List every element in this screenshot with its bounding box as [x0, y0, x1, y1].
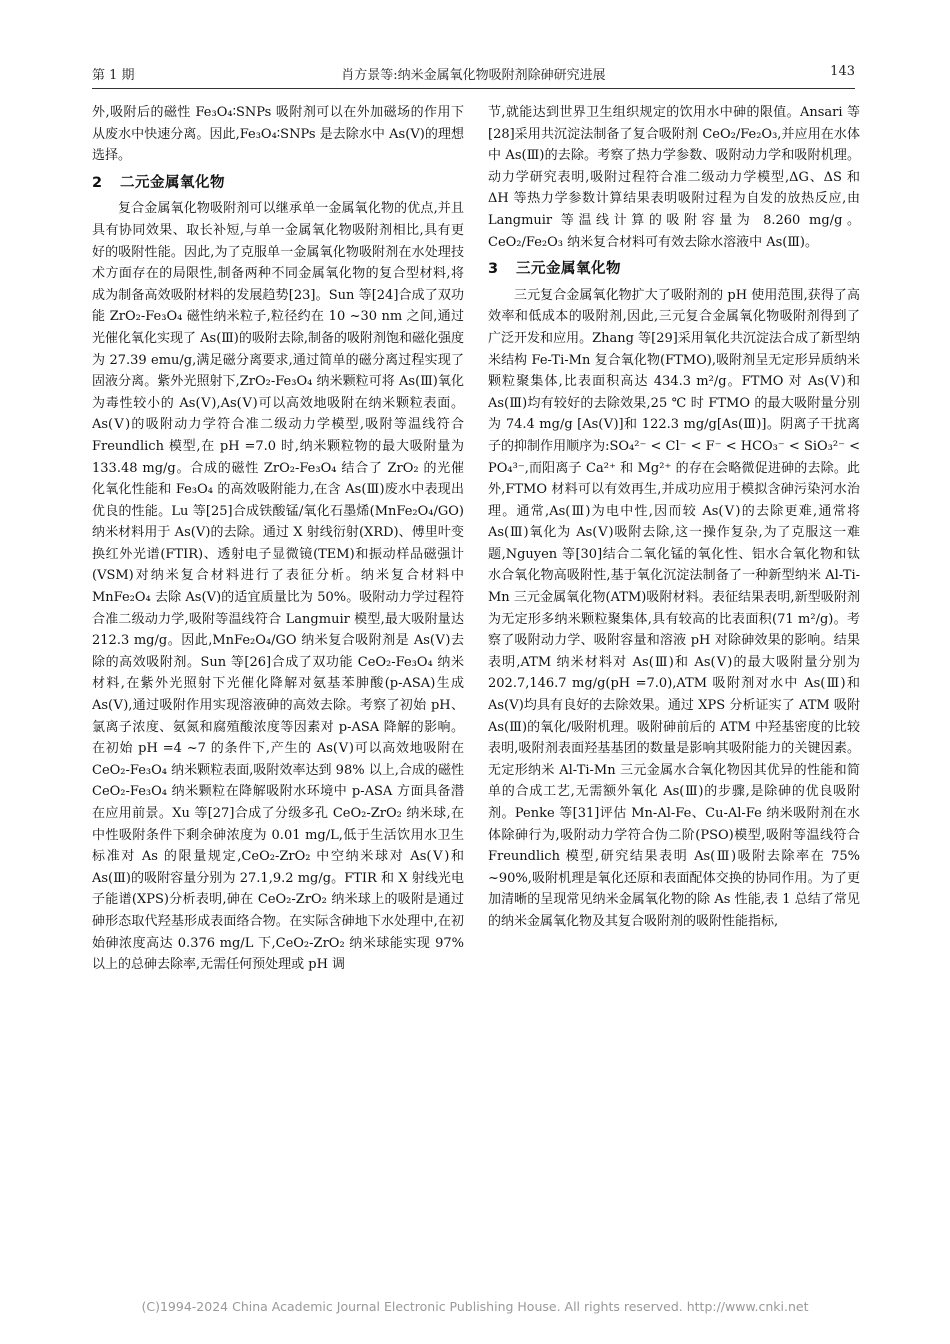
section-2-paragraph: 复合金属氧化物吸附剂可以继承单一金属氧化物的优点,并且具有协同效果、取长补短,与单一金属氧化物吸附剂相比,具有更好的吸附性能。因此,为了克服单一金属氧化物吸附剂在水处理技术方面存在的局限性,制备两种不同金属氧化物的复合型材料,将成为制备高效吸附材料的发展趋势[23]。Sun 等[24]合成了双功能 ZrO₂-Fe₃O₄ 磁性纳米粒子,粒径约在 10 ~30 nm 之间,通过光催化氧化实现了 As(Ⅲ)的吸附去除,制备的吸附剂饱和磁化强度为 27.39 emu/g,满足磁分离要求,通过简单的磁分离过程实现了固液分离。紫外光照射下,ZrO₂-Fe₃O₄ 纳米颗粒可将 As(Ⅲ)氧化为毒性较小的 As(Ⅴ),As(Ⅴ)可以高效地吸附在纳米颗粒表面。As(Ⅴ)的吸附动力学符合准二级动力学模型,吸附等温线符合 Freundlich 模型,在 pH =7.0 时,纳米颗粒物的最大吸附量为 133.48 mg/g。合成的磁性 ZrO₂-Fe₃O₄ 结合了 ZrO₂ 的光催化氧化性能和 Fe₃O₄ 的高效吸附能力,在含 As(Ⅲ)废水中表现出优良的性能。Lu 等[25]合成铁酸锰/氧化石墨烯(MnFe₂O₄/GO)纳米材料用于 As(Ⅴ)的去除。通过 X 射线衍射(XRD)、傅里叶变换红外光谱(FTIR)、透射电子显微镜(TEM)和振动样品磁强计(VSM)对纳米复合材料进行了表征分析。纳米复合材料中 MnFe₂O₄ 去除 As(Ⅴ)的适宜质量比为 50%。吸附动力学过程符合准二级动力学,吸附等温线符合 Langmuir 模型,最大吸附量达 212.3 mg/g。因此,MnFe₂O₄/GO 纳米复合吸附剂是 As(Ⅴ)去除的高效吸附剂。Sun 等[26]合成了双功能 CeO₂-Fe₃O₄ 纳米材料,在紫外光照射下光催化降解对氨基苯胂酸(p-ASA)生成 As(Ⅴ),通过吸附作用实现溶液砷的高效去除。考察了初始 pH、氯离子浓度、氨氮和腐殖酸浓度等因素对 p-ASA 降解的影响。在初始 pH =4 ~7 的条件下,产生的 As(Ⅴ)可以高效地吸附在 CeO₂-Fe₃O₄ 纳米颗粒表面,吸附效率达到 98% 以上,合成的磁性 CeO₂-Fe₃O₄ 纳米颗粒在降解吸附水环境中 p-ASA 方面具备潜在应用前景。Xu 等[27]合成了分级多孔 CeO₂-ZrO₂ 纳米球,在中性吸附条件下剩余砷浓度为 0.01 mg/L,低于生活饮用水卫生标准对 As 的限量规定,CeO₂-ZrO₂ 中空纳米球对 As(Ⅴ)和 As(Ⅲ)的吸附容量分别为 27.1,9.2 mg/g。FTIR 和 X 射线光电子能谱(XPS)分析表明,砷在 CeO₂-ZrO₂ 纳米球上的吸附是通过砷形态取代羟基形成表面络合物。在实际含砷地下水处理中,在初始砷浓度高达 0.376 mg/L 下,CeO₂-ZrO₂ 纳米球能实现 97% 以上的总砷去除率,无需任何预处理或 pH 调 — [92, 201, 464, 973]
page-number: 143 — [830, 64, 855, 79]
continued-paragraph: 节,就能达到世界卫生组织规定的饮用水中砷的限值。Ansari 等[28]采用共沉淀法制备了复合吸附剂 CeO₂/Fe₂O₃,并应用在水体中 As(Ⅲ)的去除。考察了热力学参数、吸附动力学和吸附机理。动力学研究表明,吸附过程符合准二级动力学模型,ΔG、ΔS 和 ΔH 等热力学参数计算结果表明吸附过程为自发的放热反应,由 Langmuir 等温线计算的吸附容量为 8.260 mg/g。CeO₂/Fe₂O₃ 纳米复合材料可有效去除水溶液中 As(Ⅲ)。 — [488, 105, 860, 250]
issue-number: 第 1 期 — [92, 68, 135, 83]
section-2-title: 二元金属氧化物 — [120, 174, 225, 191]
right-column — [488, 102, 860, 1294]
running-header — [92, 62, 855, 86]
section-3-number: 3 — [488, 261, 499, 278]
section-3-paragraph: 三元复合金属氧化物扩大了吸附剂的 pH 使用范围,获得了高效率和低成本的吸附剂,因此,三元复合金属氧化物吸附剂得到了广泛开发和应用。Zhang 等[29]采用氧化共沉淀法合成了新型纳米结构 Fe-Ti-Mn 复合氧化物(FTMO),吸附剂呈无定形异质纳米颗粒聚集体,比表面积高达 434.3 m²/g。FTMO 对 As(Ⅴ)和 As(Ⅲ)均有较好的去除效果,25 ℃ 时 FTMO 的最大吸附量分别为 74.4 mg/g [As(Ⅴ)]和 122.3 mg/g[As(Ⅲ)]。阴离子干扰离子的抑制作用顺序为:SO₄²⁻ < Cl⁻ < F⁻ < HCO₃⁻ < SiO₃²⁻ < PO₄³⁻,而阳离子 Ca²⁺ 和 Mg²⁺ 的存在会略微促进砷的去除。此外,FTMO 材料可以有效再生,并成功应用于模拟含砷污染河水治理。通常,As(Ⅲ)为电中性,因而较 As(Ⅴ)的去除更难,通常将 As(Ⅲ)氧化为 As(Ⅴ)吸附去除,这一操作复杂,为了克服这一难题,Nguyen 等[30]结合二氧化锰的氧化性、铝水合氧化物和钛水合氧化物高吸附性,基于氧化沉淀法制备了一种新型纳米 Al-Ti-Mn 三元金属氧化物(ATM)吸附材料。表征结果表明,新型吸附剂为无定形多纳米颗粒聚集体,具有较高的比表面积(71 m²/g)。考察了吸附动力学、吸附容量和溶液 pH 对除砷效果的影响。结果表明,ATM 纳米材料对 As(Ⅲ)和 As(Ⅴ)的最大吸附量分别为 202.7,146.7 mg/g(pH =7.0),ATM 吸附剂对水中 As(Ⅲ)和 As(Ⅴ)均具有良好的去除效果。通过 XPS 分析证实了 ATM 吸附 As(Ⅲ)的氧化/吸附机理。吸附砷前后的 ATM 中羟基密度的比较表明,吸附剂表面羟基基团的数量是影响其吸附能力的关键因素。无定形纳米 Al-Ti-Mn 三元金属水合氧化物因其优异的性能和简单的合成工艺,无需额外氧化 As(Ⅲ)的步骤,是除砷的优良吸附剂。Penke 等[31]评估 Mn-Al-Fe、Cu-Al-Fe 纳米吸附剂在水体除砷行为,吸附动力学符合伪二阶(PSO)模型,吸附等温线符合 Freundlich 模型,研究结果表明 As(Ⅲ)吸附去除率在 75% ~90%,吸附机理是氧化还原和表面配体交换的协同作用。为了更加清晰的呈现常见纳米金属氧化物的除 As 性能,表 1 总结了常见的纳米金属氧化物及其复合吸附剂的吸附性能指标, — [488, 287, 860, 929]
intro-paragraph: 外,吸附后的磁性 Fe₃O₄∶SNPs 吸附剂可以在外加磁场的作用下从废水中快速分离。因此,Fe₃O₄∶SNPs 是去除水中 As(Ⅴ)的理想选择。 — [92, 105, 464, 164]
section-3-heading — [488, 259, 860, 281]
section-2-number: 2 — [92, 174, 103, 191]
running-title: 肖方景等:纳米金属氧化物吸附剂除砷研究进展 — [341, 68, 606, 83]
section-3-title: 三元金属氧化物 — [516, 261, 621, 278]
left-column — [92, 102, 464, 1294]
header-rule — [92, 88, 855, 89]
copyright-footer: (C)1994-2024 China Academic Journal Electronic Publishing House. All rights reserved. http://www.cnki.net — [141, 1299, 809, 1314]
section-2-heading — [92, 173, 464, 195]
